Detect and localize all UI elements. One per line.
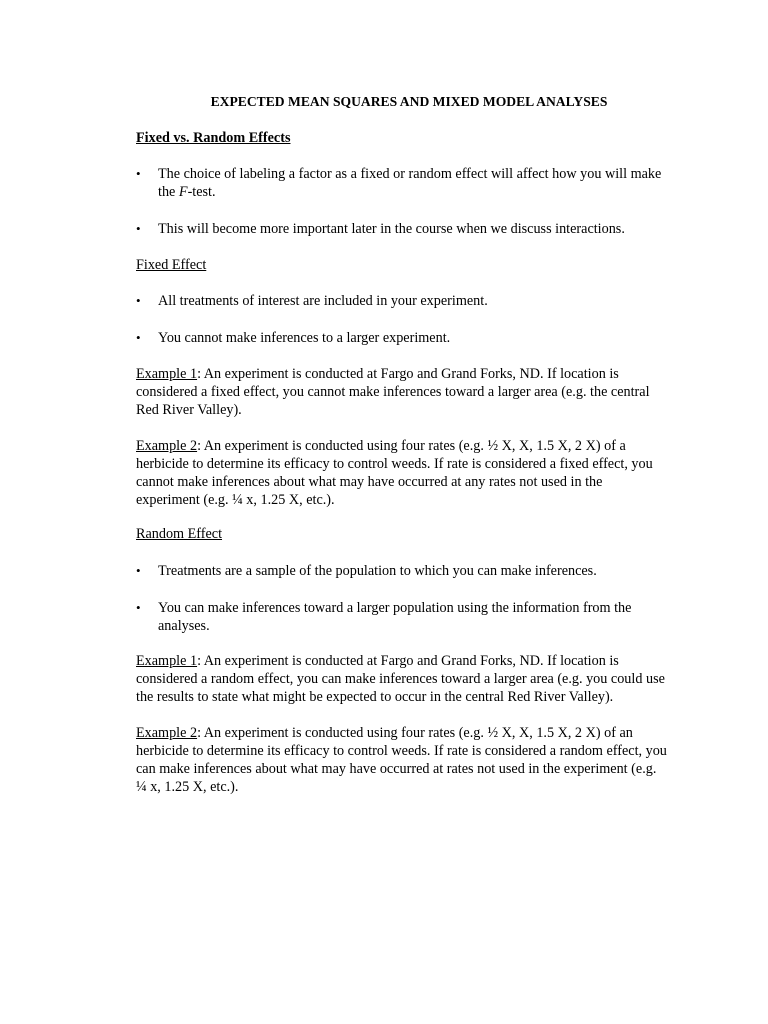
- example-label: Example 2: [136, 725, 198, 741]
- subheading-random-effect: Random Effect: [136, 526, 223, 542]
- subheading-fixed-effect: Fixed Effect: [136, 257, 207, 273]
- bullet-icon: •: [136, 293, 141, 308]
- bullet-text: You can make inferences toward a larger population using the information from the analyses.: [158, 600, 632, 634]
- example-label: Example 2: [136, 438, 198, 454]
- bullet-text: The choice of labeling a factor as a fixed or random effect will affect how you will make the F-test.: [158, 166, 662, 200]
- example-label: Example 1: [136, 366, 198, 382]
- bullet-text: All treatments of interest are included in your experiment.: [158, 293, 488, 309]
- bullet-text: Treatments are a sample of the population to which you can make inferences.: [158, 563, 597, 579]
- bullet-text: This will become more important later in the course when we discuss interactions.: [158, 221, 625, 237]
- bullet-icon: •: [136, 221, 141, 236]
- page-title: EXPECTED MEAN SQUARES AND MIXED MODEL ANALYSES: [210, 94, 608, 109]
- bullet-icon: •: [136, 600, 141, 615]
- example-label: Example 1: [136, 653, 198, 669]
- fixed-example-1: Example 1: An experiment is conducted at Fargo and Grand Forks, ND. If location is considered a fixed effect, you cannot make inferences toward a larger area (e.g. the central Red River Valley).: [136, 366, 650, 418]
- section-heading-fixed-vs-random: Fixed vs. Random Effects: [136, 130, 291, 146]
- bullet-text: You cannot make inferences to a larger experiment.: [158, 330, 451, 346]
- random-example-1: Example 1: An experiment is conducted at Fargo and Grand Forks, ND. If location is considered a random effect, you can make inferences toward a larger area (e.g. you could use the results to state what might be expected to occur in the central Red River Valley).: [136, 653, 665, 705]
- bullet-icon: •: [136, 563, 141, 578]
- random-example-2: Example 2: An experiment is conducted using four rates (e.g. ½ X, X, 1.5 X, 2 X) of an herbicide to determine its efficacy to control weeds. If rate is considered a random effect, you can make inferences about what may have occurred at rates not used in the experiment (e.g. ¼ x, 1.25 X, etc.).: [136, 725, 667, 795]
- bullet-icon: •: [136, 330, 141, 345]
- fixed-example-2: Example 2: An experiment is conducted using four rates (e.g. ½ X, X, 1.5 X, 2 X) of a herbicide to determine its efficacy to control weeds. If rate is considered a fixed effect, you cannot make inferences about what may have occurred at any rates not used in the experiment (e.g. ¼ x, 1.25 X, etc.).: [136, 438, 653, 508]
- bullet-icon: •: [136, 166, 141, 181]
